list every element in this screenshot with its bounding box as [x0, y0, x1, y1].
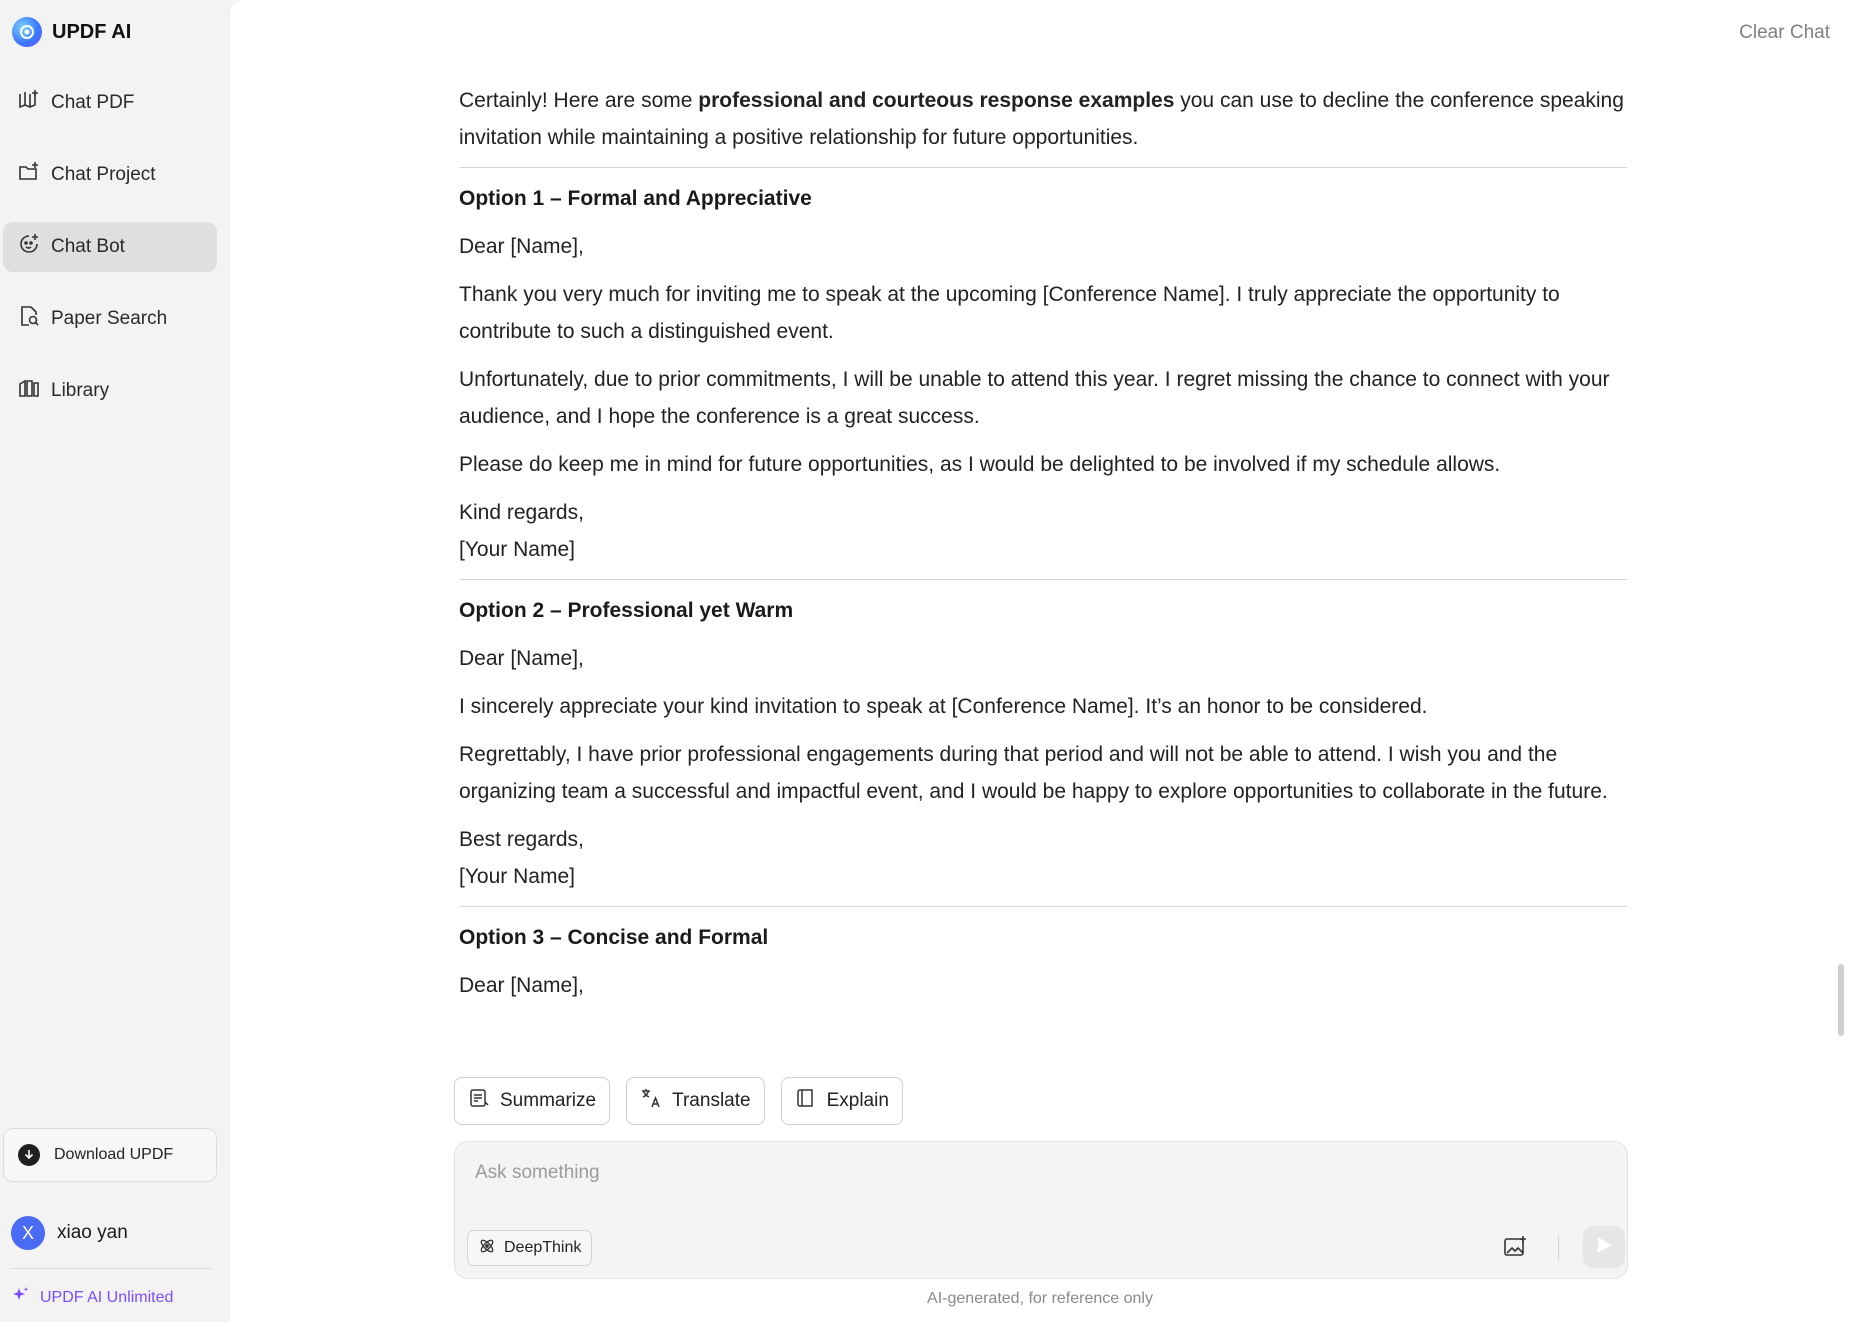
ask-input[interactable] [475, 1162, 1575, 1202]
option-1-signature: [Your Name] [459, 538, 575, 561]
clear-chat-button[interactable]: Clear Chat [1739, 22, 1830, 43]
brand-name: UPDF AI [52, 20, 132, 43]
book-icon [795, 1087, 817, 1115]
explain-label: Explain [826, 1090, 889, 1111]
translate-icon [640, 1087, 662, 1115]
divider [459, 906, 1627, 907]
chat-composer [454, 1141, 1628, 1279]
option-2-signature: [Your Name] [459, 865, 575, 888]
option-1-title: Option 1 – Formal and Appreciative [459, 187, 812, 210]
scrollbar-thumb[interactable] [1838, 964, 1844, 1036]
unlimited-label: UPDF AI Unlimited [40, 1288, 174, 1306]
option-2-paragraph: I sincerely appreciate your kind invitation to speak at [Conference Name]. It’s an honor to be considered. [459, 695, 1428, 718]
download-label: Download UPDF [54, 1146, 174, 1163]
option-1-paragraph: Unfortunately, due to prior commitments, I will be unable to attend this year. I regret missing the chance to connect with your audience, and I hope the conference is a great success. [459, 368, 1610, 428]
sidebar-item-paper-search[interactable] [3, 294, 217, 344]
summarize-icon [468, 1087, 490, 1115]
avatar: X [11, 1216, 45, 1250]
divider [459, 167, 1627, 168]
download-icon [18, 1144, 40, 1166]
user-profile[interactable] [11, 1216, 128, 1250]
translate-button[interactable] [626, 1077, 765, 1125]
send-button[interactable] [1583, 1226, 1625, 1268]
sidebar-item-label: Chat PDF [51, 92, 135, 113]
option-1-paragraph: Thank you very much for inviting me to speak at the upcoming [Conference Name]. I truly appreciate the opportunity to contribute to such a distinguished event. [459, 283, 1560, 343]
sidebar-item-chat-pdf[interactable] [3, 78, 217, 128]
send-icon [1594, 1235, 1614, 1260]
download-updf-button[interactable] [3, 1128, 217, 1182]
folder-icon [17, 160, 41, 190]
option-2-closing: Best regards, [459, 828, 584, 851]
divider [459, 579, 1627, 580]
intro-text: Certainly! Here are some [459, 89, 699, 112]
disclaimer-note: AI-generated, for reference only [927, 1290, 1153, 1307]
option-3-title: Option 3 – Concise and Formal [459, 926, 769, 949]
option-1-greeting: Dear [Name], [459, 235, 584, 258]
sidebar-item-label: Chat Bot [51, 236, 125, 257]
sidebar-item-label: Paper Search [51, 308, 168, 329]
bot-icon [17, 232, 41, 262]
library-icon [17, 376, 41, 406]
chat-pdf-icon [17, 88, 41, 118]
image-upload-icon[interactable] [1501, 1232, 1531, 1262]
intro-bold-text: professional and courteous response examples [698, 89, 1175, 112]
user-name: xiao yan [57, 1222, 128, 1243]
option-2-paragraph: Regrettably, I have prior professional engagements during that period and will not be able to attend. I wish you and the organizing team a successful and impactful event, and I would be happy to explore opportunities to collaborate in the future. [459, 743, 1608, 803]
chat-main-panel [230, 0, 1850, 1322]
updf-logo-icon [12, 17, 42, 47]
intro-paragraph [459, 82, 1627, 156]
intro-text-end: you can use to decline the conference speaking invitation while maintaining a positive relationship for future opportunities. [459, 89, 1624, 149]
sidebar-nav [3, 78, 217, 438]
sidebar-item-label: Library [51, 380, 110, 401]
summarize-label: Summarize [500, 1090, 597, 1111]
sidebar [0, 0, 230, 1322]
deepthink-toggle[interactable] [467, 1230, 592, 1266]
explain-button[interactable] [781, 1077, 903, 1125]
sidebar-item-chat-bot[interactable] [3, 222, 217, 272]
sparkle-icon [12, 1286, 30, 1309]
option-1-paragraph: Please do keep me in mind for future opportunities, as I would be delighted to be involved if my schedule allows. [459, 453, 1501, 476]
assistant-message [459, 82, 1627, 1015]
sidebar-divider [10, 1268, 212, 1269]
atom-icon [478, 1237, 496, 1260]
summarize-button[interactable] [454, 1077, 610, 1125]
option-3-greeting: Dear [Name], [459, 974, 584, 997]
option-2-greeting: Dear [Name], [459, 647, 584, 670]
translate-label: Translate [672, 1090, 751, 1111]
sidebar-item-label: Chat Project [51, 164, 156, 185]
quick-actions [454, 1077, 903, 1125]
sidebar-item-chat-project[interactable] [3, 150, 217, 200]
deepthink-label: DeepThink [504, 1239, 582, 1256]
composer-divider [1558, 1236, 1559, 1260]
paper-search-icon [17, 304, 41, 334]
sidebar-item-library[interactable] [3, 366, 217, 416]
option-1-closing: Kind regards, [459, 501, 584, 524]
brand[interactable] [12, 14, 131, 50]
updf-ai-unlimited-link[interactable] [12, 1286, 173, 1309]
option-2-title: Option 2 – Professional yet Warm [459, 599, 794, 622]
